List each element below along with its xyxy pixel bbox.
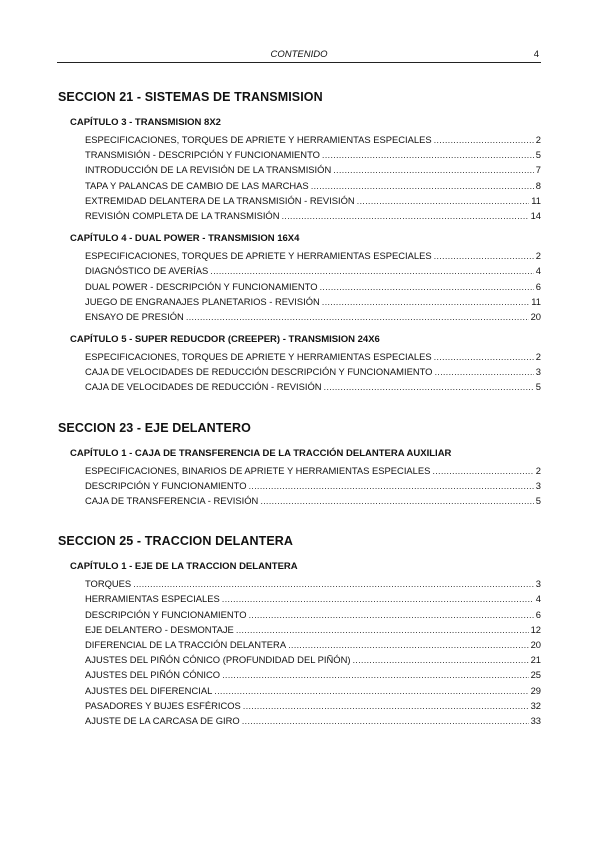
entry-page-number: 11 <box>531 295 541 307</box>
entry-title: TAPA Y PALANCAS DE CAMBIO DE LAS MARCHAS <box>85 179 309 191</box>
toc-chapter <box>58 233 541 326</box>
dot-leader <box>236 624 529 635</box>
page-number: 4 <box>533 49 539 60</box>
dot-leader <box>186 311 529 322</box>
entry-page-number: 6 <box>535 280 541 292</box>
entry-page-number: 32 <box>530 699 541 711</box>
dot-leader <box>243 700 529 711</box>
toc-entry <box>85 480 541 495</box>
entry-title: HERRAMIENTAS ESPECIALES <box>85 593 220 605</box>
toc-entry <box>85 351 541 366</box>
entry-title: JUEGO DE ENGRANAJES PLANETARIOS - REVISIÓN <box>85 295 320 307</box>
toc-entry <box>85 149 541 164</box>
dot-leader <box>288 639 528 650</box>
entry-title: ESPECIFICACIONES, TORQUES DE APRIETE Y HERRAMIENTAS ESPECIALES <box>85 351 432 363</box>
toc-entry <box>85 624 541 639</box>
dot-leader <box>357 195 530 206</box>
dot-leader <box>320 281 534 292</box>
toc-entry <box>85 281 541 296</box>
entry-list <box>58 465 541 511</box>
dot-leader <box>222 593 534 604</box>
entry-title: CAJA DE VELOCIDADES DE REDUCCIÓN - REVISIÓN <box>85 381 322 393</box>
entry-list <box>58 351 541 397</box>
entry-page-number: 3 <box>535 366 541 378</box>
toc-section <box>58 90 541 397</box>
dot-leader <box>133 578 534 589</box>
entry-page-number: 6 <box>535 608 541 620</box>
dot-leader <box>242 715 529 726</box>
entry-page-number: 7 <box>535 164 541 176</box>
dot-leader <box>432 465 533 476</box>
entry-title: CAJA DE TRANSFERENCIA - REVISIÓN <box>85 495 259 506</box>
toc-entry <box>85 685 541 700</box>
entry-title: REVISIÓN COMPLETA DE LA TRANSMISIÓN <box>85 209 280 221</box>
entry-page-number: 20 <box>530 310 541 322</box>
dot-leader <box>222 669 528 680</box>
entry-page-number: 2 <box>535 250 541 262</box>
toc-entry <box>85 180 541 195</box>
entry-page-number: 3 <box>535 479 541 491</box>
entry-title: CAJA DE VELOCIDADES DE REDUCCIÓN DESCRIPCIÓN Y FUNCIONAMIENTO <box>85 366 433 378</box>
chapter-title: CAPÍTULO 1 - EJE DE LA TRACCION DELANTERA <box>70 561 298 573</box>
entry-title: AJUSTES DEL DIFERENCIAL <box>85 684 213 696</box>
toc-chapter <box>58 117 541 225</box>
dot-leader <box>322 296 529 307</box>
dot-leader <box>260 495 533 506</box>
toc-entry <box>85 700 541 715</box>
toc-entry <box>85 265 541 280</box>
toc-entry <box>85 134 541 149</box>
page-header <box>57 49 541 63</box>
entry-page-number: 12 <box>530 623 541 635</box>
entry-title: DESCRIPCIÓN Y FUNCIONAMIENTO <box>85 479 247 491</box>
toc-entry <box>85 164 541 179</box>
toc-entry <box>85 654 541 669</box>
toc-entry <box>85 593 541 608</box>
entry-title: TRANSMISIÓN - DESCRIPCIÓN Y FUNCIONAMIENTO <box>85 149 320 161</box>
dot-leader <box>434 366 533 377</box>
chapter-title: CAPÍTULO 5 - SUPER REDUCDOR (CREEPER) - TRANSMISION 24X6 <box>70 334 380 346</box>
toc-entry <box>85 639 541 654</box>
entry-title: DIFERENCIAL DE LA TRACCIÓN DELANTERA <box>85 638 287 650</box>
header-title: CONTENIDO <box>270 49 328 60</box>
dot-leader <box>434 134 534 145</box>
toc-entry <box>85 465 541 480</box>
entry-page-number: 21 <box>530 654 541 666</box>
entry-title: ENSAYO DE PRESIÓN <box>85 310 184 322</box>
entry-title: DIAGNÓSTICO DE AVERÍAS <box>85 265 209 277</box>
toc-section <box>58 534 541 730</box>
toc-entry <box>85 495 541 510</box>
entry-title: PASADORES Y BUJES ESFÉRICOS <box>85 699 241 711</box>
dot-leader <box>248 609 533 620</box>
entry-page-number: 5 <box>535 149 541 161</box>
entry-page-number: 11 <box>531 194 541 206</box>
entry-title: ESPECIFICACIONES, TORQUES DE APRIETE Y HERRAMIENTAS ESPECIALES <box>85 250 432 262</box>
chapter-title: CAPÍTULO 1 - CAJA DE TRANSFERENCIA DE LA TRACCIÓN DELANTERA AUXILIAR <box>70 447 452 459</box>
entry-title: INTRODUCCIÓN DE LA REVISIÓN DE LA TRANSMISIÓN <box>85 164 332 176</box>
dot-leader <box>333 164 534 175</box>
toc-section <box>58 421 541 511</box>
toc-entry <box>85 210 541 225</box>
dot-leader <box>324 381 534 392</box>
entry-page-number: 3 <box>535 578 541 590</box>
entry-page-number: 4 <box>535 265 541 277</box>
dot-leader <box>210 265 533 276</box>
section-title: SECCION 25 - TRACCION DELANTERA <box>58 534 294 549</box>
entry-page-number: 14 <box>530 209 541 221</box>
entry-title: DESCRIPCIÓN Y FUNCIONAMIENTO <box>85 608 247 620</box>
section-title: SECCION 23 - EJE DELANTERO <box>58 420 251 435</box>
dot-leader <box>434 351 534 362</box>
dot-leader <box>248 480 533 491</box>
toc-entry <box>85 296 541 311</box>
dot-leader <box>352 654 528 665</box>
toc-entry <box>85 381 541 396</box>
dot-leader <box>282 210 529 221</box>
chapter-title: CAPÍTULO 3 - TRANSMISION 8X2 <box>70 117 221 128</box>
toc-entry <box>85 578 541 593</box>
entry-page-number: 2 <box>535 134 541 145</box>
toc-chapter <box>58 334 541 397</box>
toc-entry <box>85 195 541 210</box>
toc-entry <box>85 669 541 684</box>
dot-leader <box>214 685 528 696</box>
entry-title: AJUSTES DEL PIÑÓN CÓNICO <box>85 669 221 681</box>
entry-page-number: 5 <box>535 381 541 393</box>
toc-entry <box>85 250 541 265</box>
dot-leader <box>322 149 534 160</box>
toc-entry <box>85 366 541 381</box>
entry-page-number: 8 <box>535 179 541 191</box>
entry-page-number: 20 <box>530 638 541 650</box>
entry-page-number: 2 <box>535 464 541 476</box>
section-title: SECCION 21 - SISTEMAS DE TRANSMISION <box>58 90 323 104</box>
entry-list <box>58 134 541 225</box>
entry-page-number: 5 <box>535 495 541 506</box>
dot-leader <box>434 250 534 261</box>
toc-chapter <box>58 561 541 730</box>
entry-page-number: 2 <box>535 351 541 363</box>
table-of-contents <box>58 90 541 754</box>
entry-title: AJUSTE DE LA CARCASA DE GIRO <box>85 714 240 726</box>
entry-title: ESPECIFICACIONES, BINARIOS DE APRIETE Y HERRAMIENTAS ESPECIALES <box>85 464 431 476</box>
dot-leader <box>311 180 534 191</box>
entry-title: TORQUES <box>85 578 132 590</box>
entry-title: DUAL POWER - DESCRIPCIÓN Y FUNCIONAMIENTO <box>85 280 318 292</box>
entry-page-number: 29 <box>530 684 541 696</box>
entry-list <box>58 250 541 326</box>
entry-list <box>58 578 541 730</box>
chapter-title: CAPÍTULO 4 - DUAL POWER - TRANSMISION 16X4 <box>70 233 300 245</box>
toc-chapter <box>58 448 541 511</box>
entry-page-number: 33 <box>530 714 541 726</box>
entry-title: AJUSTES DEL PIÑÓN CÓNICO (PROFUNDIDAD DEL PIÑÓN) <box>85 654 351 666</box>
entry-title: EJE DELANTERO - DESMONTAJE <box>85 623 234 635</box>
toc-entry <box>85 609 541 624</box>
entry-title: EXTREMIDAD DELANTERA DE LA TRANSMISIÓN - REVISIÓN <box>85 194 355 206</box>
toc-entry <box>85 715 541 730</box>
entry-page-number: 25 <box>530 669 541 681</box>
toc-entry <box>85 311 541 326</box>
entry-title: ESPECIFICACIONES, TORQUES DE APRIETE Y HERRAMIENTAS ESPECIALES <box>85 134 432 145</box>
entry-page-number: 4 <box>535 593 541 605</box>
